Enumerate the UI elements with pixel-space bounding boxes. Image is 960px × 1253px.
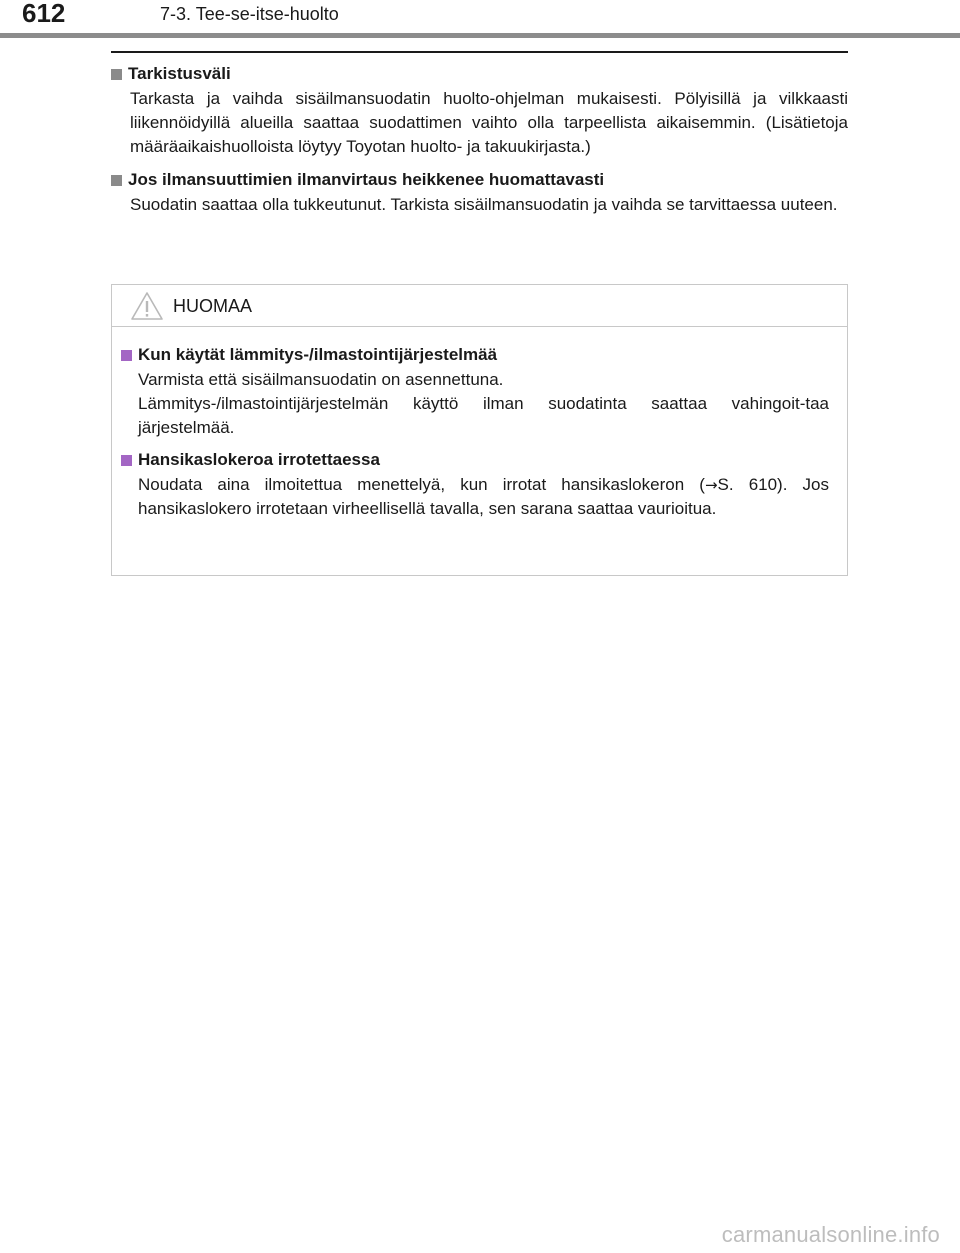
notice-item-heading: Kun käytät lämmitys-/ilmastointijärjestelmää bbox=[138, 345, 498, 364]
square-bullet-icon bbox=[121, 455, 132, 466]
page-number: 612 bbox=[22, 0, 66, 28]
section-body: Suodatin saattaa olla tukkeutunut. Tarkista sisäilmansuodatin ja vaihda se tarvittaessa uuteen. bbox=[130, 195, 838, 214]
notice-header bbox=[112, 285, 847, 327]
warning-triangle-icon bbox=[130, 291, 164, 321]
section-title: 7-3. Tee-se-itse-huolto bbox=[160, 4, 339, 24]
main-content bbox=[111, 62, 848, 217]
arrow-right-icon: → bbox=[704, 476, 718, 494]
section-heading: Jos ilmansuuttimien ilmanvirtaus heikkenee huomattavasti bbox=[128, 170, 605, 189]
notice-item-line: Lämmitys-/ilmastointijärjestelmän käyttö ilman suodatinta saattaa vahingoit-taa järjestelmää. bbox=[138, 394, 829, 437]
notice-box bbox=[111, 284, 848, 576]
square-bullet-icon bbox=[111, 69, 122, 80]
watermark: carmanualsonline.info bbox=[721, 1222, 940, 1247]
notice-body bbox=[112, 327, 847, 521]
notice-item-hvac bbox=[121, 343, 829, 440]
notice-item-heading: Hansikaslokeroa irrotettaessa bbox=[138, 450, 380, 469]
text-segment: Noudata aina ilmoitettua menettelyä, kun irrotat hansikaslokeron ( bbox=[138, 475, 705, 494]
section-body: Tarkasta ja vaihda sisäilmansuodatin huolto-ohjelman mukaisesti. Pölyisillä ja vilkkaasti liikennöidyillä alueilla saattaa suodattimen vaihto olla tarpeellista aikaisemmin. (Lisätietoja määräaikaishuolloista löytyy Toyotan huolto- ja takuukirjasta.) bbox=[130, 89, 848, 156]
section-airflow-weakens bbox=[111, 168, 848, 217]
section-inspection-interval bbox=[111, 62, 848, 159]
square-bullet-icon bbox=[121, 350, 132, 361]
notice-item-text bbox=[138, 473, 829, 521]
notice-item-line: Varmista että sisäilmansuodatin on asennettuna. bbox=[138, 370, 504, 389]
content-top-rule bbox=[111, 51, 848, 53]
page-reference-link[interactable]: S. 610). Jos hansikaslokero irrotetaan virheellisellä tavalla, sen sarana saattaa vaurioitua. bbox=[138, 475, 830, 518]
section-heading: Tarkistusväli bbox=[128, 64, 231, 83]
notice-item-glovebox bbox=[121, 448, 829, 521]
notice-title: HUOMAA bbox=[173, 296, 253, 316]
square-bullet-icon bbox=[111, 175, 122, 186]
header-divider bbox=[0, 33, 960, 38]
